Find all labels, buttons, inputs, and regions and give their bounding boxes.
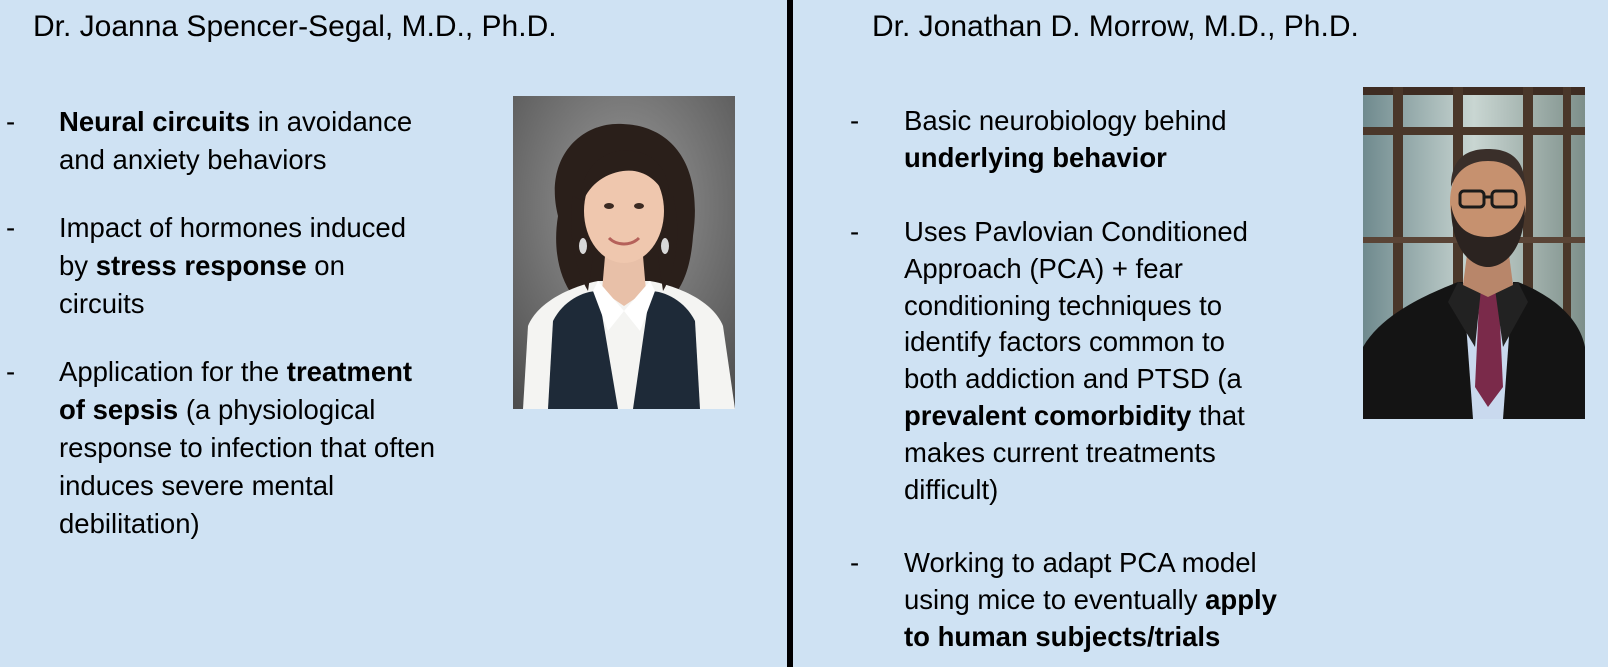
bold-span: underlying behavior xyxy=(904,141,1167,173)
bullet-line xyxy=(59,429,435,467)
text-span: Uses Pavlovian Conditioned xyxy=(904,216,1248,247)
text-span: difficult) xyxy=(904,473,999,505)
bullet-line xyxy=(59,103,412,141)
text-span: Approach (PCA) + fear xyxy=(904,252,1183,284)
bullet-dash: - xyxy=(6,356,16,387)
bullet-line xyxy=(904,324,1248,361)
bullet-line xyxy=(904,251,1248,288)
bold-span: prevalent comorbidity xyxy=(904,399,1192,431)
bullet-line xyxy=(904,398,1248,435)
bullet-line xyxy=(59,285,406,323)
portrait-photo-icon xyxy=(1363,87,1585,419)
right-panel xyxy=(793,0,1608,667)
bullet-line xyxy=(904,103,1227,140)
text-span: by xyxy=(59,250,96,281)
bullet-line xyxy=(904,545,1277,582)
bullet-text xyxy=(59,353,435,543)
left-portrait-photo xyxy=(513,96,735,409)
bold-span: apply xyxy=(1205,583,1277,615)
bullet-line xyxy=(904,214,1248,251)
bullet-line xyxy=(59,209,406,247)
text-span: in avoidance xyxy=(250,106,413,137)
bullet-line xyxy=(904,361,1248,398)
text-span: identify factors common to xyxy=(904,326,1225,358)
text-span: (a physiological xyxy=(178,394,376,425)
text-span: induces severe mental xyxy=(59,470,335,501)
text-span: using mice to eventually xyxy=(904,583,1206,615)
bullet-line xyxy=(904,619,1277,656)
bullet-line xyxy=(904,435,1248,472)
bullet-line xyxy=(59,467,435,505)
bold-span: stress response xyxy=(95,250,307,281)
bullet-dash: - xyxy=(850,547,860,578)
bullet-dash: - xyxy=(850,216,860,247)
bullet-text xyxy=(59,103,412,179)
text-span: conditioning techniques to xyxy=(904,289,1223,321)
bullet-line xyxy=(904,472,1248,509)
bold-span: Neural circuits xyxy=(59,106,251,137)
text-span: Working to adapt PCA model xyxy=(904,547,1257,578)
bullet-line xyxy=(904,140,1227,177)
bullet-text xyxy=(904,545,1277,655)
portrait-photo-icon xyxy=(513,96,735,409)
text-span: circuits xyxy=(59,288,145,319)
right-portrait-photo xyxy=(1363,87,1585,419)
bullet-dash: - xyxy=(850,105,860,136)
bullet-text xyxy=(59,209,406,323)
bullet-line xyxy=(59,505,435,543)
right-researcher-name: Dr. Jonathan D. Morrow, M.D., Ph.D. xyxy=(872,10,1359,43)
text-span: Application for the xyxy=(59,356,287,387)
bold-span: treatment xyxy=(286,356,413,387)
text-span: makes current treatments xyxy=(904,436,1216,468)
bullet-line xyxy=(59,141,412,179)
bold-span: of sepsis xyxy=(59,394,179,425)
bullet-line xyxy=(904,288,1248,325)
text-span: both addiction and PTSD (a xyxy=(904,363,1242,395)
text-span: and anxiety behaviors xyxy=(59,144,327,175)
bullet-text xyxy=(904,103,1227,177)
bullet-text xyxy=(904,214,1248,508)
text-span: debilitation) xyxy=(59,508,200,539)
bullet-dash: - xyxy=(6,212,16,243)
text-span: Impact of hormones induced xyxy=(59,212,406,243)
bullet-line xyxy=(904,582,1277,619)
bullet-dash: - xyxy=(6,106,16,137)
bullet-line xyxy=(59,391,435,429)
left-researcher-name: Dr. Joanna Spencer-Segal, M.D., Ph.D. xyxy=(33,10,557,43)
bold-span: to human subjects/trials xyxy=(904,620,1221,652)
text-span: response to infection that often xyxy=(59,432,436,463)
bullet-line xyxy=(59,353,435,391)
text-span: Basic neurobiology behind xyxy=(904,105,1227,136)
bullet-line xyxy=(59,247,406,285)
text-span: that xyxy=(1191,399,1245,431)
left-panel xyxy=(0,0,787,667)
text-span: on xyxy=(306,250,345,281)
